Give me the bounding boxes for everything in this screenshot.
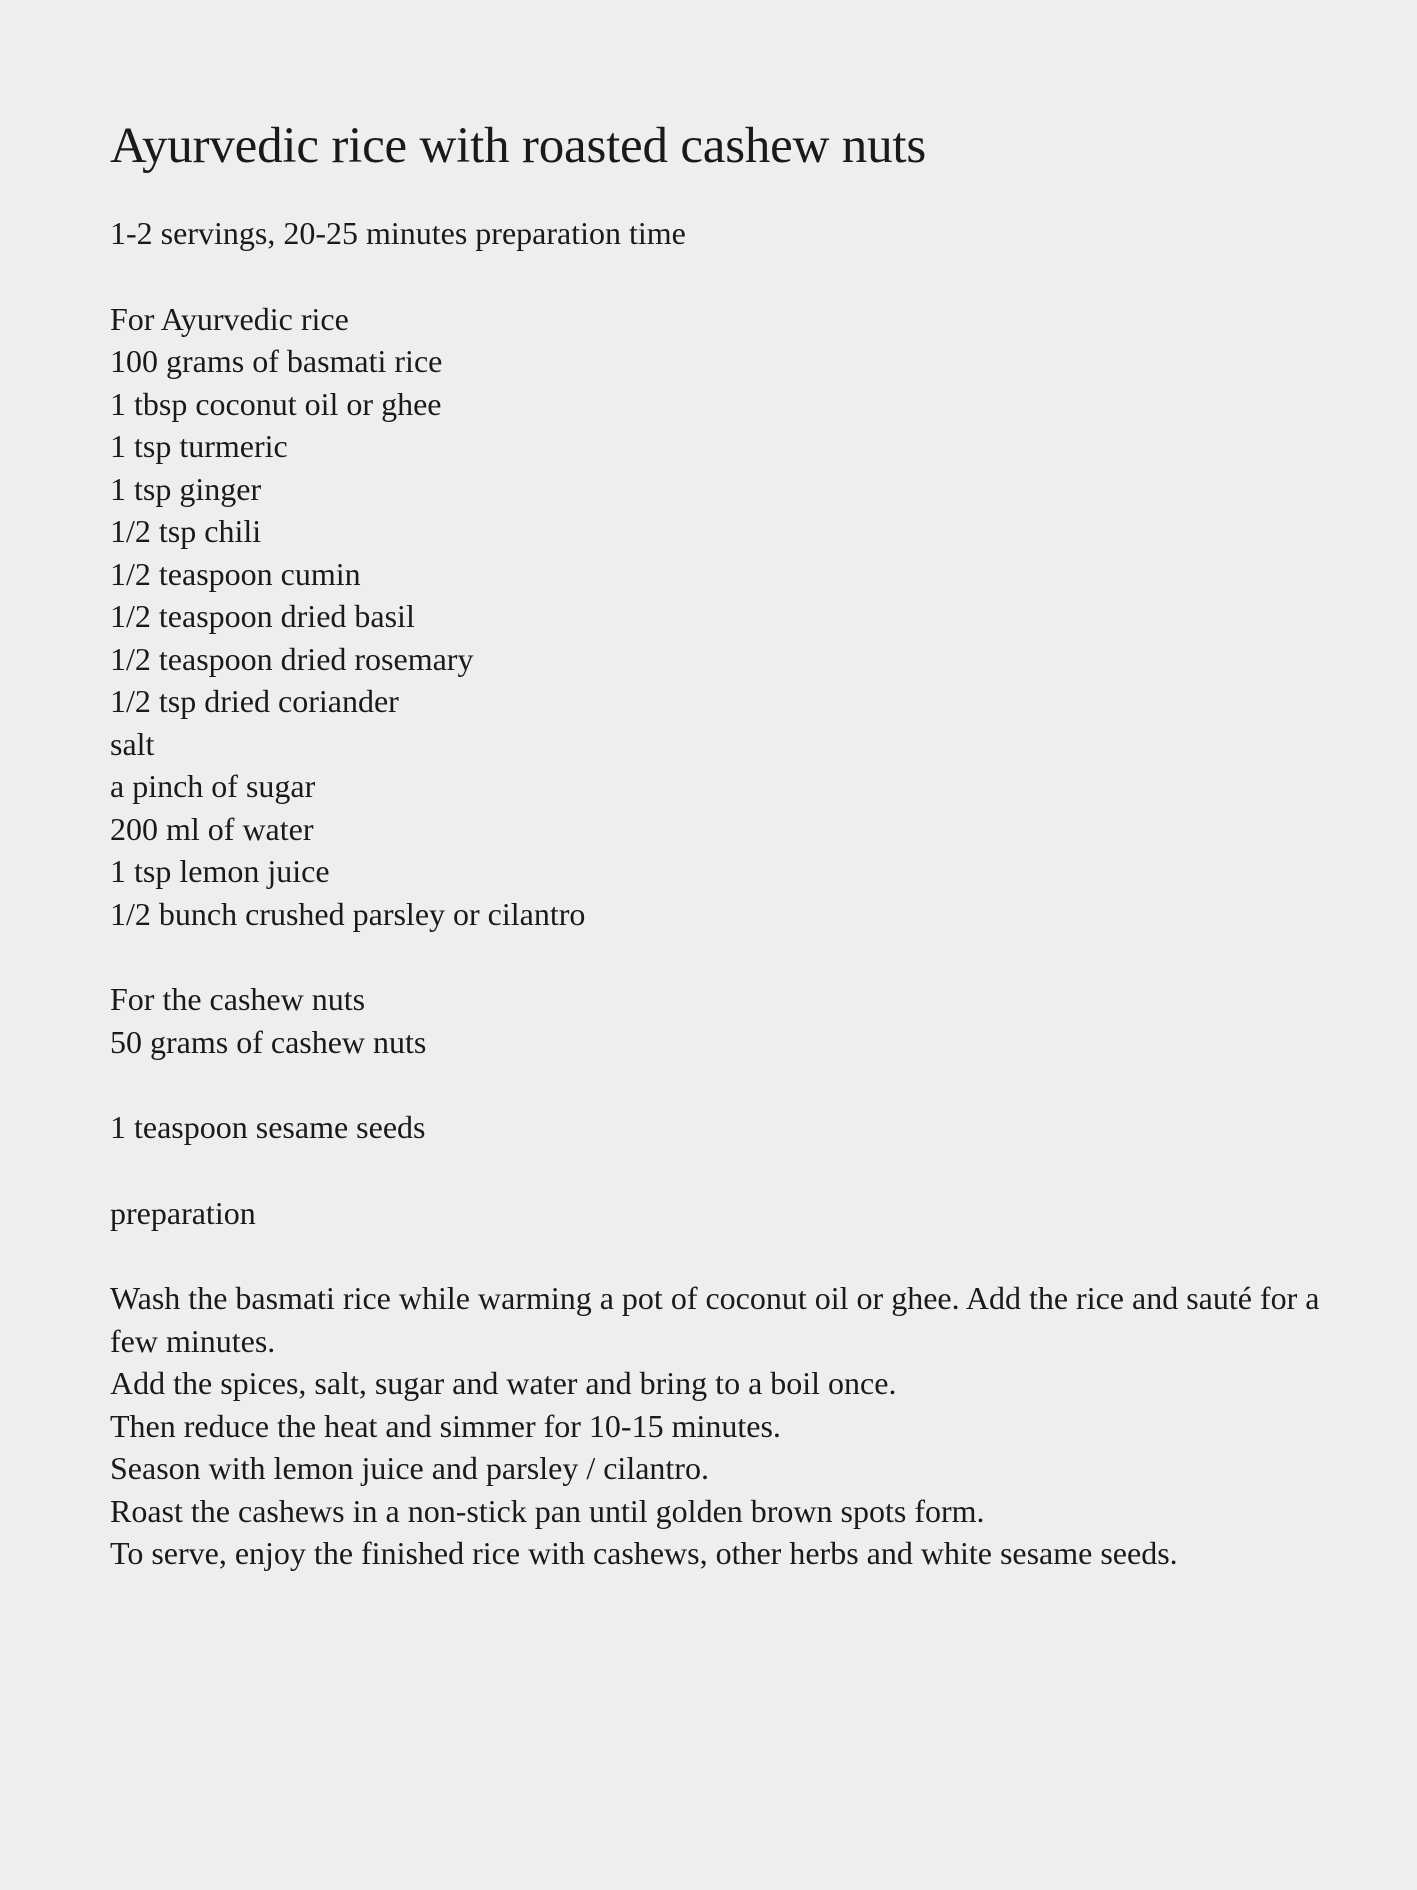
ingredient-item: salt — [110, 725, 155, 762]
recipe-page — [110, 112, 1340, 1575]
ingredient-item: 50 grams of cashew nuts — [110, 1023, 427, 1060]
preparation-steps — [110, 1277, 1340, 1575]
ingredient-item: a pinch of sugar — [110, 768, 316, 804]
preparation-step: Roast the cashews in a non-stick pan until golden brown spots form. — [110, 1492, 985, 1529]
ingredient-item: 1/2 tsp chili — [110, 513, 262, 549]
preparation-step: Wash the basmati rice while warming a pot of coconut oil or ghee. Add the rice and sauté for a few minutes. — [110, 1280, 1320, 1359]
ingredient-item: 1/2 teaspoon cumin — [110, 555, 361, 592]
cashew-section-heading: For the cashew nuts — [110, 981, 366, 1017]
ingredient-item: 1 tbsp coconut oil or ghee — [110, 385, 442, 422]
ingredient-item: 1 tsp ginger — [110, 470, 262, 507]
ingredient-item: 1/2 teaspoon dried rosemary — [110, 640, 474, 677]
recipe-title: Ayurvedic rice with roasted cashew nuts — [110, 118, 926, 174]
preparation-heading-section — [110, 1192, 1340, 1235]
ingredient-item: 200 ml of water — [110, 810, 314, 847]
ingredient-item: 1/2 bunch crushed parsley or cilantro — [110, 895, 586, 932]
rice-ingredients-section — [110, 298, 1340, 936]
preparation-step: Add the spices, salt, sugar and water and bring to a boil once. — [110, 1365, 897, 1401]
cashew-ingredients-section — [110, 978, 1340, 1063]
ingredient-item: 1/2 tsp dried coriander — [110, 683, 399, 719]
sesame-section — [110, 1106, 1340, 1149]
preparation-step: Season with lemon juice and parsley / cilantro. — [110, 1450, 709, 1486]
sesame-ingredient: 1 teaspoon sesame seeds — [110, 1109, 426, 1145]
ingredient-item: 1 tsp lemon juice — [110, 853, 330, 889]
ingredient-item: 1/2 teaspoon dried basil — [110, 598, 415, 634]
servings-and-time: 1-2 servings, 20-25 minutes preparation time — [110, 215, 686, 251]
rice-section-heading: For Ayurvedic rice — [110, 300, 349, 337]
ingredient-item: 1 tsp turmeric — [110, 428, 288, 464]
ingredient-item: 100 grams of basmati rice — [110, 343, 443, 379]
preparation-heading: preparation — [110, 1194, 256, 1231]
preparation-step: To serve, enjoy the finished rice with cashews, other herbs and white sesame seeds. — [110, 1535, 1178, 1571]
preparation-step: Then reduce the heat and simmer for 10-15 minutes. — [110, 1407, 781, 1444]
